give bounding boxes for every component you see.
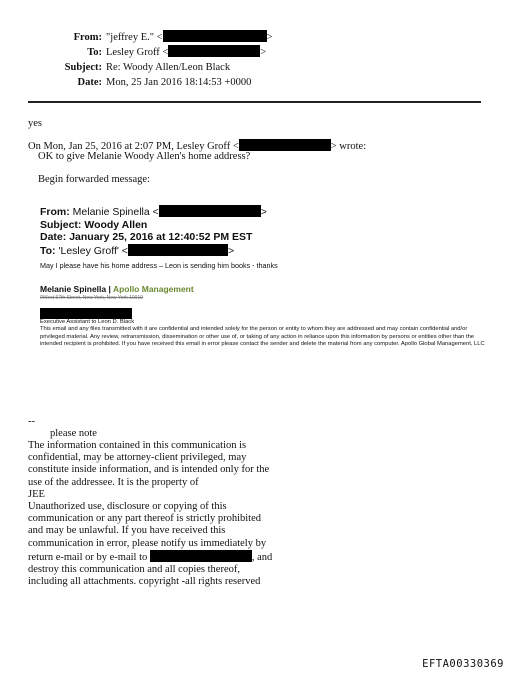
signature-line: Melanie Spinella | Apollo Management xyxy=(40,284,194,294)
please-note: please note xyxy=(50,428,97,439)
header-from-value: "jeffrey E." < > xyxy=(106,32,273,43)
signature-company: Apollo Management xyxy=(112,284,194,294)
reply-text: yes xyxy=(28,118,42,129)
bates-number: EFTA00330369 xyxy=(422,658,504,670)
redaction-box xyxy=(239,139,331,151)
legal-notice: The information contained in this communication is confidential, may be attorney-client privileged, may constitute inside information, and is intended only for the use of the addressee. It is the property of JEE Unauthorized use, disclosure or copying of this communication or any part thereof is strictly prohibited and may be unlawful. If you have received this communication in error, please notify us immediately by return e-mail or by e-mail to , and destroy this communication and all copies thereof, including all attachments. copyright -all rights reserved xyxy=(28,440,273,588)
forwarded-to-row: To: 'Lesley Groff' < > xyxy=(40,244,235,257)
header-divider xyxy=(28,101,481,103)
header-to-row xyxy=(0,45,512,60)
signature-address: 9West 57th Street, New York, New York 10019 xyxy=(40,295,144,301)
header-to-value: Lesley Groff < > xyxy=(106,47,267,58)
forward-label: Begin forwarded message: xyxy=(38,174,150,185)
header-subject-row xyxy=(0,60,512,75)
redaction-box xyxy=(168,45,260,57)
quote-intro: On Mon, Jan 25, 2016 at 2:07 PM, Lesley Groff < > wrote: xyxy=(28,141,367,152)
email-header xyxy=(0,30,512,90)
signature-name: Melanie Spinella xyxy=(40,284,107,294)
signature-title: Executive Assistant to Leon D. Black xyxy=(40,319,135,325)
redaction-box xyxy=(150,550,252,562)
header-from-row xyxy=(0,30,512,45)
header-date-row xyxy=(0,75,512,90)
header-subject-label: Subject: xyxy=(64,62,102,73)
redaction-box xyxy=(128,244,228,256)
header-from-label: From: xyxy=(73,32,102,43)
confidentiality-disclaimer: This email and any files transmitted with it are confidential and intended solely for the person or entity to whom they are addressed and may contain confidential and/or privileged material. Any review, retransmission, dissemination or other use of, or taking of any action in reliance upon this information by persons or entities other than the intended recipient is prohibited. If you have received this email in error please contact the sender and delete the material from any computer. Apollo Global Management, LLC xyxy=(40,326,485,348)
header-subject-value: Re: Woody Allen/Leon Black xyxy=(106,62,231,73)
header-date-value: Mon, 25 Jan 2016 18:14:53 +0000 xyxy=(106,77,252,88)
header-date-label: Date: xyxy=(77,77,102,88)
forwarded-date-row: Date: January 25, 2016 at 12:40:52 PM EST xyxy=(40,231,253,243)
redaction-box xyxy=(159,205,261,217)
redaction-box xyxy=(40,308,132,319)
forwarded-message: May I please have his home address – Leon is sending him books - thanks xyxy=(40,261,278,270)
header-to-label: To: xyxy=(87,47,102,58)
forwarded-from-row: From: Melanie Spinella < > xyxy=(40,206,267,218)
forwarded-header xyxy=(40,205,267,257)
signature-dash: -- xyxy=(28,416,35,427)
quote-body: OK to give Melanie Woody Allen's home address? xyxy=(38,151,251,162)
forwarded-subject-row: Subject: Woody Allen xyxy=(40,218,148,231)
redaction-box xyxy=(163,30,267,42)
